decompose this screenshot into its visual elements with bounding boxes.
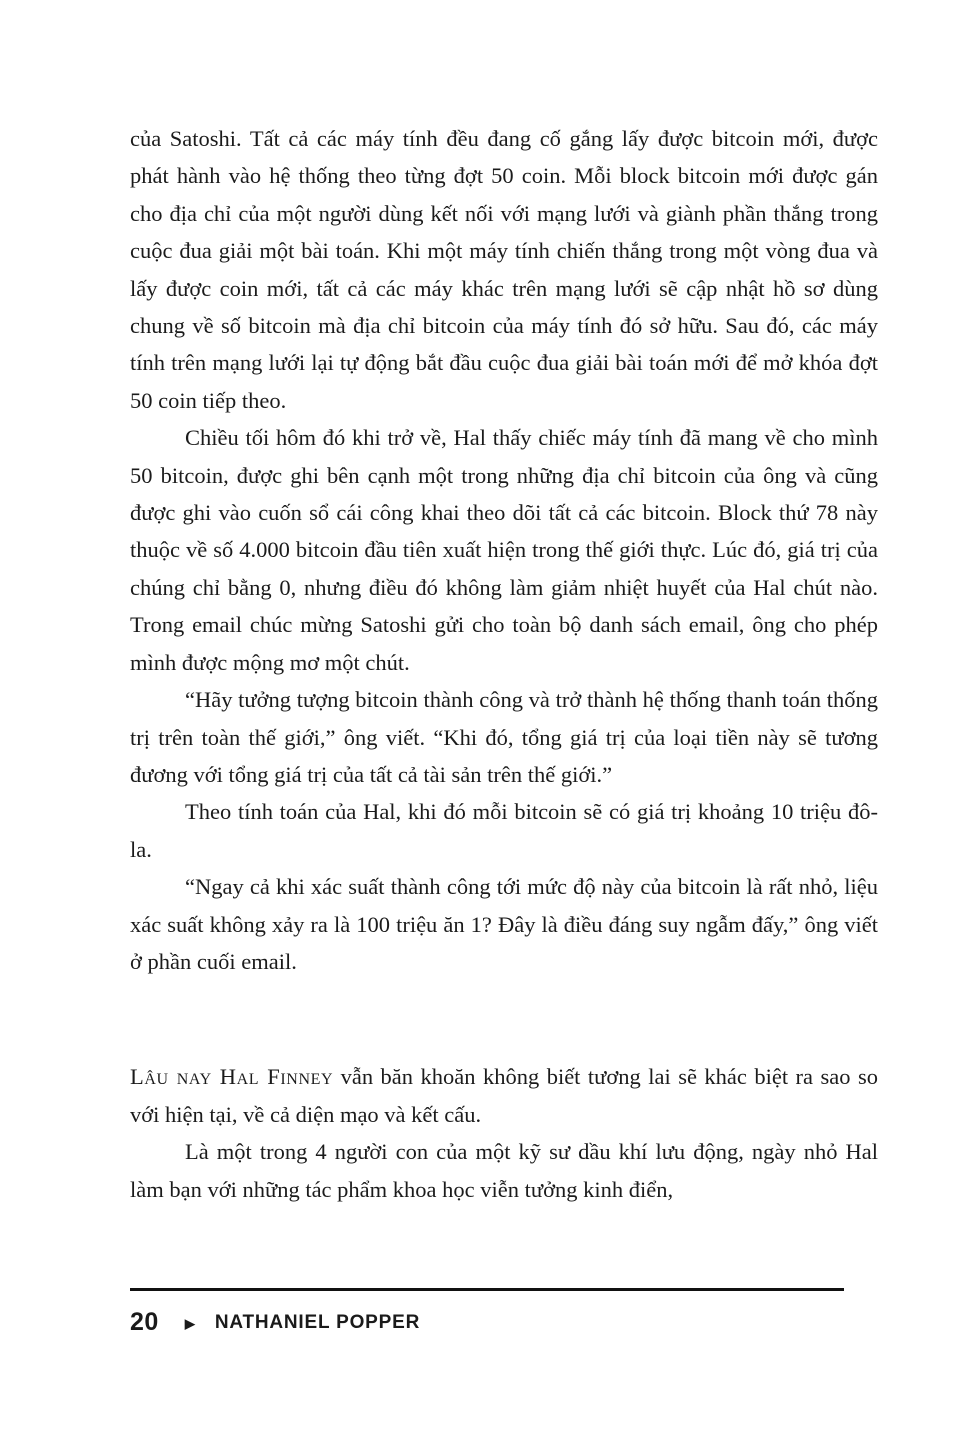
- page-footer: [130, 1288, 844, 1337]
- paragraph: Là một trong 4 người con của một kỹ sư dầu khí lưu động, ngày nhỏ Hal làm bạn với những tác phẩm khoa học viễn tưởng kinh điển,: [130, 1139, 878, 1202]
- paragraph: Chiều tối hôm đó khi trở về, Hal thấy chiếc máy tính đã mang về cho mình 50 bitcoin, được ghi bên cạnh một trong những địa chỉ bitcoin của ông và cũng được ghi vào cuốn sổ cái công khai theo dõi tất cả các bitcoin. Block thứ 78 này thuộc về số 4.000 bitcoin đầu tiên xuất hiện trong thế giới thực. Lúc đó, giá trị của chúng chỉ bằng 0, nhưng điều đó không làm giảm nhiệt huyết của Hal chút nào. Trong email chúc mừng Satoshi gửi cho toàn bộ danh sách email, ông cho phép mình được mộng mơ một chút.: [130, 425, 878, 675]
- footer-arrow-icon: ▶: [184, 1315, 195, 1331]
- section-lead-rest: vẫn băn khoăn không biết tương lai sẽ khác biệt ra sao so với hiện tại, về cả diện mạo và kết cấu.: [130, 1064, 878, 1127]
- page-number: 20: [130, 1308, 159, 1336]
- paragraph-quote: “Hãy tưởng tượng bitcoin thành công và trở thành hệ thống thanh toán thống trị trên toàn thế giới,” ông viết. “Khi đó, tổng giá trị của loại tiền này sẽ tương đương với tổng giá trị của tất cả tài sản trên thế giới.”: [130, 687, 878, 787]
- section-opening-paragraph: [130, 1058, 878, 1133]
- footer-row: [130, 1308, 844, 1337]
- paragraph-quote: “Ngay cả khi xác suất thành công tới mức độ này của bitcoin là rất nhỏ, liệu xác suất không xảy ra là 100 triệu ăn 1? Đây là điều đáng suy ngẫm đấy,” ông viết ở phần cuối email.: [130, 874, 878, 974]
- footer-author-name: NATHANIEL POPPER: [214, 1311, 421, 1333]
- footer-rule: [130, 1288, 844, 1291]
- section-lead-smallcaps: Lâu nay Hal Finney: [130, 1064, 334, 1090]
- page-body: [130, 120, 878, 1208]
- paragraph: Theo tính toán của Hal, khi đó mỗi bitcoin sẽ có giá trị khoảng 10 triệu đô-la.: [130, 799, 878, 862]
- paragraph-continuation: của Satoshi. Tất cả các máy tính đều đang cố gắng lấy được bitcoin mới, được phát hành vào hệ thống theo từng đợt 50 coin. Mỗi block bitcoin mới được gán cho địa chỉ của một người dùng kết nối với mạng lưới và giành phần thắng trong cuộc đua giải một bài toán. Khi một máy tính chiến thắng trong một vòng đua và lấy được coin mới, tất cả các máy khác trên mạng lưới sẽ cập nhật hồ sơ dùng chung về số bitcoin mà địa chỉ bitcoin của máy tính đó sở hữu. Sau đó, các máy tính trên mạng lưới lại tự động bắt đầu cuộc đua giải bài toán mới để mở khóa đợt 50 coin tiếp theo.: [130, 126, 878, 413]
